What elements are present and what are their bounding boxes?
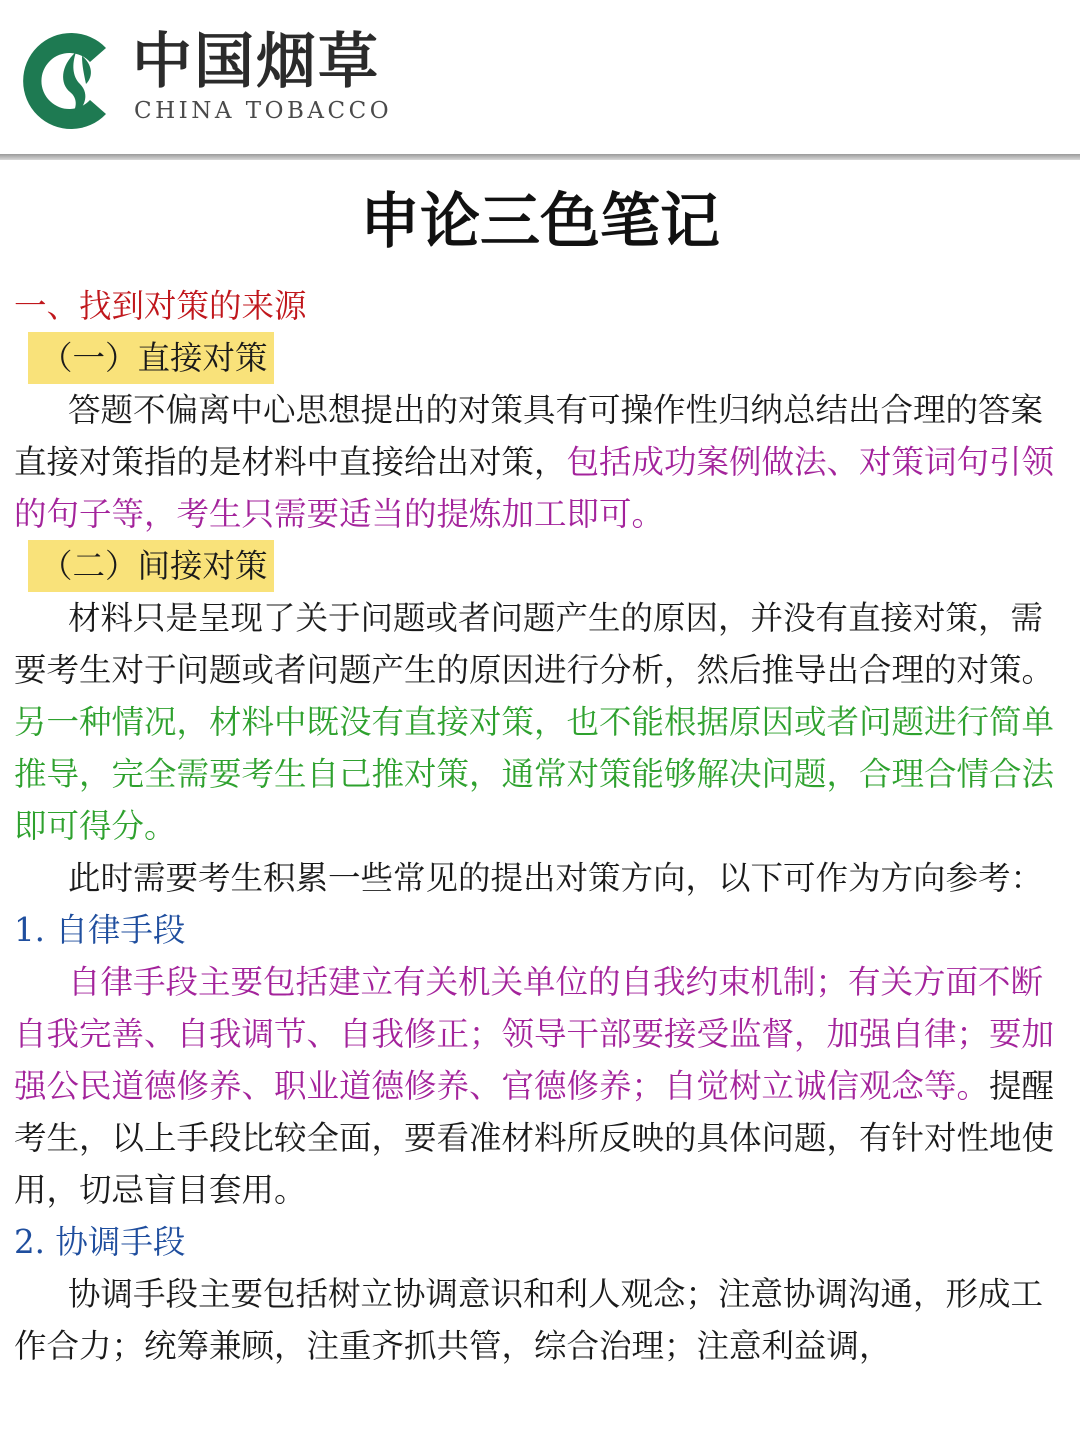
paragraph-direct	[14, 384, 1060, 540]
paragraph-text: 材料只是呈现了关于问题或者问题产生的原因，并没有直接对策，需要考生对于问题或者问题产生的原因进行分析，然后推导出合理的对策。	[14, 599, 1055, 689]
subsection-heading-indirect: （二）间接对策	[28, 540, 274, 592]
item-heading-coordination: 2. 协调手段	[14, 1223, 186, 1261]
paragraph-coordination: 协调手段主要包括树立协调意识和利人观念；注意协调沟通，形成工作合力；统筹兼顾，注重齐抓共管，综合治理；注意利益调，	[14, 1275, 1044, 1365]
item-heading-self-discipline: 1. 自律手段	[14, 911, 186, 949]
header-divider	[0, 154, 1080, 160]
paragraph-highlight-purple: 自律手段主要包括建立有关机关单位的自我约束机制；有关方面不断自我完善、自我调节、自我修正；领导干部要接受监督，加强自律；要加强公民道德修养、职业道德修养、官德修养；自觉树立诚信观念等。	[14, 963, 1055, 1105]
article-body	[14, 280, 1060, 1372]
paragraph-highlight-green: 另一种情况，材料中既没有直接对策，也不能根据原因或者问题进行简单推导，完全需要考生自己推对策，通常对策能够解决问题，合理合情合法即可得分。	[14, 703, 1055, 845]
paragraph-self-discipline	[14, 956, 1060, 1216]
subsection-heading-direct: （一）直接对策	[28, 332, 274, 384]
subsection-heading-row	[14, 332, 1060, 384]
subsection-heading-row	[14, 540, 1060, 592]
page-title: 申论三色笔记	[360, 187, 720, 257]
logo-chinese-text: 中国烟草	[132, 27, 380, 97]
paragraph-highlight-purple: 包括成功案例做法、对策词句引领的句子等，考生只需要适当的提炼加工即可。	[14, 443, 1055, 533]
paragraph-text: 答题不偏离中心思想提出的对策具有可操作性归纳总结出合理的答案直接对策指的是材料中直接给出对策，	[14, 391, 1044, 481]
paragraph-indirect	[14, 592, 1060, 852]
header	[0, 0, 1080, 160]
paragraph-text: 提醒考生，以上手段比较全面，要看准材料所反映的具体问题，有针对性地使用，切忌盲目套用。	[14, 1067, 1055, 1209]
logo-english-text: CHINA TOBACCO	[134, 98, 393, 124]
china-tobacco-logo-icon	[20, 26, 120, 136]
section-heading: 一、找到对策的来源	[14, 287, 307, 325]
paragraph-reference: 此时需要考生积累一些常见的提出对策方向，以下可作为方向参考：	[68, 859, 1044, 897]
